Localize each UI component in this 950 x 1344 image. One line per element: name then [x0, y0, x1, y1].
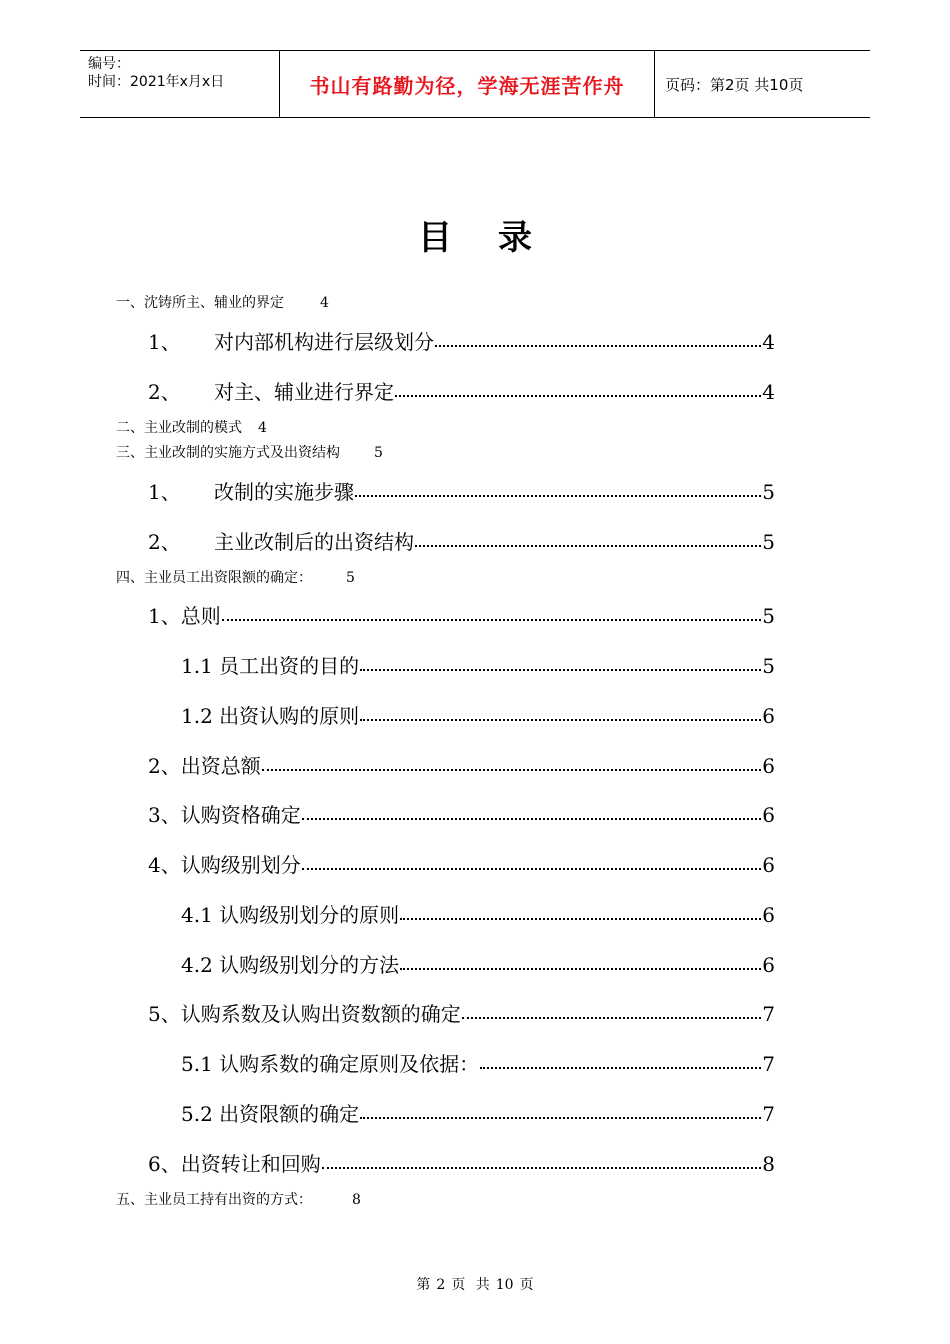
toc-leader-dots [322, 1167, 762, 1169]
toc-entry-label: 4.2 认购级别划分的方法 [181, 953, 400, 977]
toc-section-label: 四、主业员工出资限额的确定： [116, 570, 312, 586]
toc-entry-label: 6、出资转让和回购 [148, 1152, 321, 1176]
toc-section-label: 二、主业改制的模式 [116, 420, 242, 436]
footer-total-unit: 页 [519, 1277, 534, 1293]
toc-entry-page: 6 [762, 704, 775, 728]
toc-entry-page: 5 [762, 530, 775, 554]
toc-section-label: 一、沈铸所主、辅业的界定 [116, 295, 284, 311]
toc-entry-3-1[interactable] [148, 476, 775, 504]
toc-leader-dots [400, 918, 761, 920]
toc-entry-page: 6 [762, 754, 775, 778]
toc-entry-4-1[interactable] [148, 600, 775, 628]
toc-entry-label: 1、总则 [148, 604, 221, 628]
toc-entry-label: 对内部机构进行层级划分 [214, 330, 434, 354]
header-page-info: 页码：第2页 共10页 [665, 75, 804, 94]
toc-entry-page: 7 [762, 1052, 775, 1076]
toc-leader-dots [462, 1017, 762, 1019]
toc-section-5[interactable] [116, 1189, 361, 1209]
toc-leader-dots [262, 769, 762, 771]
toc-entry-4-6[interactable] [148, 1148, 775, 1176]
toc-entry-4-4-1[interactable] [181, 899, 775, 927]
toc-leader-dots [480, 1067, 761, 1069]
header-motto: 书山有路勤为径，学海无涯苦作舟 [309, 73, 625, 98]
toc-entry-4-5[interactable] [148, 998, 775, 1026]
toc-entry-label: 4、认购级别划分 [148, 853, 301, 877]
toc-entry-label: 2、出资总额 [148, 754, 261, 778]
document-time-label: 时间：2021年x月x日 [88, 74, 225, 90]
toc-leader-dots [302, 868, 762, 870]
toc-entry-page: 4 [762, 380, 775, 404]
toc-entry-page: 6 [762, 853, 775, 877]
toc-section-4[interactable] [116, 567, 355, 587]
toc-section-1[interactable] [116, 292, 329, 312]
toc-section-page: 5 [346, 570, 355, 586]
toc-leader-dots [395, 395, 761, 397]
toc-entry-1-1[interactable] [148, 326, 775, 354]
toc-entry-number: 1、 [148, 330, 181, 354]
toc-entry-label: 1.2 出资认购的原则 [181, 704, 360, 728]
toc-entry-4-4[interactable] [148, 849, 775, 877]
toc-leader-dots [415, 545, 761, 547]
footer-total-number: 10 [495, 1277, 514, 1293]
toc-section-page: 5 [374, 445, 383, 461]
toc-section-page: 4 [320, 295, 329, 311]
toc-section-2[interactable] [116, 417, 267, 437]
toc-entry-label: 1.1 员工出资的目的 [181, 654, 360, 678]
toc-entry-page: 5 [762, 480, 775, 504]
toc-entry-page: 6 [762, 803, 775, 827]
toc-leader-dots [222, 619, 762, 621]
document-number-label: 编号： [88, 56, 130, 72]
toc-entry-3-2[interactable] [148, 526, 775, 554]
toc-entry-page: 4 [762, 330, 775, 354]
footer-total-word: 共 [475, 1277, 490, 1293]
toc-section-3[interactable] [116, 442, 383, 462]
toc-leader-dots [360, 1117, 761, 1119]
toc-entry-label: 主业改制后的出资结构 [214, 530, 414, 554]
footer-page-word: 第 [416, 1277, 431, 1293]
toc-entry-4-5-2[interactable] [181, 1098, 775, 1126]
toc-section-label: 三、主业改制的实施方式及出资结构 [116, 445, 340, 461]
toc-leader-dots [355, 495, 761, 497]
toc-entry-label: 4.1 认购级别划分的原则 [181, 903, 400, 927]
footer-page-unit: 页 [451, 1277, 466, 1293]
toc-entry-page: 6 [762, 903, 775, 927]
toc-entry-4-1-2[interactable] [181, 700, 775, 728]
header-motto-cell [280, 51, 655, 117]
page-header [80, 50, 870, 118]
toc-title: 目录 [418, 218, 578, 258]
toc-leader-dots [360, 719, 761, 721]
toc-entry-4-1-1[interactable] [181, 650, 775, 678]
toc-section-page: 8 [352, 1192, 361, 1208]
footer-page-number: 2 [436, 1277, 446, 1293]
toc-entry-page: 5 [762, 604, 775, 628]
toc-entry-number: 2、 [148, 530, 181, 554]
toc-leader-dots [302, 818, 762, 820]
toc-entry-label: 5.1 认购系数的确定原则及依据： [181, 1052, 480, 1076]
toc-entry-number: 1、 [148, 480, 181, 504]
toc-entry-label: 3、认购资格确定 [148, 803, 301, 827]
toc-entry-4-5-1[interactable] [181, 1048, 775, 1076]
toc-entry-page: 7 [762, 1002, 775, 1026]
toc-leader-dots [400, 968, 761, 970]
toc-entry-label: 改制的实施步骤 [214, 480, 354, 504]
toc-entry-page: 7 [762, 1102, 775, 1126]
toc-entry-label: 对主、辅业进行界定 [214, 380, 394, 404]
toc-leader-dots [360, 669, 761, 671]
toc-section-page: 4 [258, 420, 267, 436]
toc-entry-page: 6 [762, 953, 775, 977]
toc-entry-1-2[interactable] [148, 376, 775, 404]
toc-entry-4-2[interactable] [148, 750, 775, 778]
toc-entry-page: 8 [762, 1152, 775, 1176]
toc-entry-page: 5 [762, 654, 775, 678]
toc-section-label: 五、主业员工持有出资的方式： [116, 1192, 312, 1208]
toc-entry-label: 5.2 出资限额的确定 [181, 1102, 360, 1126]
header-meta-cell [80, 51, 280, 117]
toc-entry-label: 5、认购系数及认购出资数额的确定 [148, 1002, 461, 1026]
toc-entry-4-4-2[interactable] [181, 949, 775, 977]
toc-entry-4-3[interactable] [148, 799, 775, 827]
toc-entry-number: 2、 [148, 380, 181, 404]
toc-leader-dots [435, 345, 761, 347]
page-footer [0, 1274, 950, 1294]
